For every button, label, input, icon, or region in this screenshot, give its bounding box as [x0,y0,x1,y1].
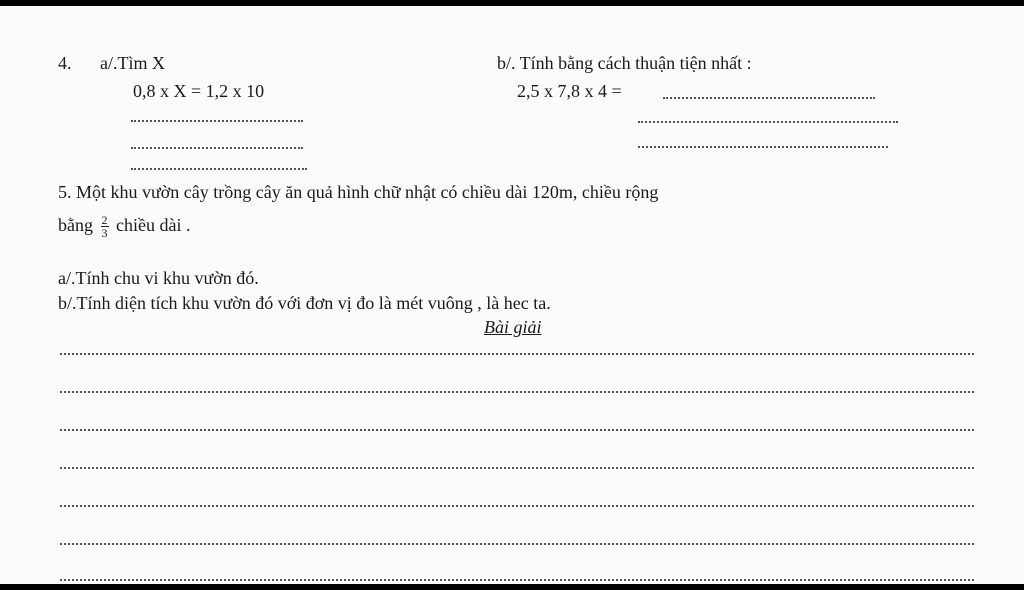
answer-line-4a-1[interactable] [131,120,303,122]
solution-line-2[interactable] [60,391,974,393]
answer-line-4b-1[interactable] [663,97,875,99]
question-4b-expression: 2,5 x 7,8 x 4 = [517,81,622,101]
fraction-two-thirds [101,214,109,239]
fraction-numerator: 2 [101,213,108,228]
solution-line-1[interactable] [60,353,974,355]
question-5-text-after-fraction: chiều dài . [116,215,191,235]
solution-line-7[interactable] [60,579,974,581]
question-5-text-before-fraction: bằng [58,215,93,235]
solution-line-3[interactable] [60,429,974,431]
question-5a-text: a/.Tính chu vi khu vườn đó. [58,268,259,288]
question-5-text-line2 [58,214,190,239]
question-5-text-line1: 5. Một khu vườn cây trồng cây ăn quả hình chữ nhật có chiều dài 120m, chiều rộng [58,182,659,202]
solution-heading: Bài giải [484,317,542,337]
fraction-denominator: 3 [101,226,108,241]
question-4-number: 4. [58,53,72,73]
solution-line-5[interactable] [60,505,974,507]
answer-line-4a-3[interactable] [131,168,307,170]
answer-line-4a-2[interactable] [131,147,303,149]
answer-line-4b-2[interactable] [638,121,898,123]
solution-line-4[interactable] [60,467,974,469]
question-4a-equation: 0,8 x X = 1,2 x 10 [133,81,265,101]
question-4b-label: b/. Tính bằng cách thuận tiện nhất : [497,53,752,73]
worksheet-page [0,6,1024,584]
solution-line-6[interactable] [60,543,974,545]
question-5b-text: b/.Tính diện tích khu vườn đó với đơn vị đo là mét vuông , là hec ta. [58,293,551,313]
answer-line-4b-3[interactable] [638,146,888,148]
question-4a-label: a/.Tìm X [100,53,165,73]
